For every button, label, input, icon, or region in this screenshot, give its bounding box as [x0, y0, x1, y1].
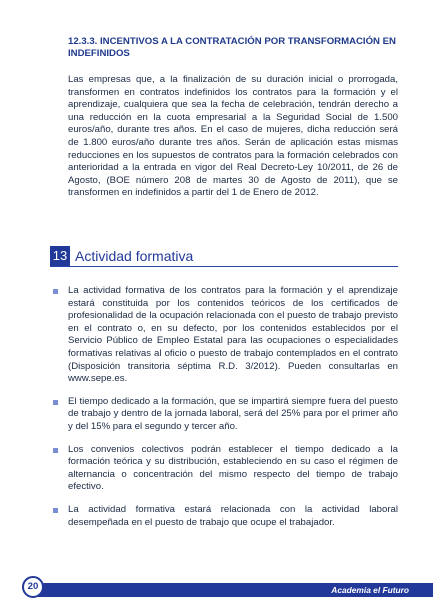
list-item — [50, 396, 398, 434]
square-bullet-icon — [53, 448, 58, 453]
list-item-text: La actividad formativa de los contratos para la formación y el aprendizaje estará constituida por los contenidos teóricos de los certificados de profesionalidad de la ocupación relacionada con el puesto de trabajo previsto en el contrato o, en su defecto, por los contenidos establecidos por el Servicio Público de Empleo Estatal para las ocupaciones o especialidades formativas relativas al oficio o puesto de trabajo contemplados en el contrato (Disposición transitoria séptima R.D. 3/2012). Pueden consultarlas en www.sepe.es. — [68, 285, 398, 385]
bullet-list — [50, 285, 398, 539]
list-item — [50, 285, 398, 386]
footer-brand: Academia el Futuro — [331, 585, 409, 595]
list-item-text: Los convenios colectivos podrán establecer el tiempo dedicado a la formación teórica y su distribución, estableciendo en su caso el régimen de alternancia o concentración del mismo respecto del tiempo de trabajo efectivo. — [68, 443, 398, 493]
subsection-paragraph: Las empresas que, a la finalización de su duración inicial o prorrogada, transformen en contratos indefinidos los contratos para la formación y el aprendizaje, cualquiera que sea la fecha de celebración, tendrán derecho a una reducción en la cuota empresarial a la Seguridad Social de 1.500 euros/año, durante tres años. En el caso de mujeres, dicha reducción será de 1.800 euros/año durante tres años. Serán de aplicación estas mismas reducciones en los supuestos de contratos para la formación celebrados con anterioridad a la entrada en vigor del Real Decreto-Ley 10/2011, de 26 de Agosto, (BOE número 208 de martes 30 de Agosto de 2011), que se transformen en indefinidos a partir del 1 de Enero de 2012. — [68, 74, 398, 199]
list-item-text: La actividad formativa estará relacionada con la actividad laboral desempeñada en el puesto de trabajo que ocupe el trabajador. — [68, 503, 398, 528]
section-header — [50, 246, 398, 267]
section-number-badge: 13 — [50, 246, 70, 266]
page-number: 20 — [22, 576, 44, 598]
subsection-heading: 12.3.3. INCENTIVOS A LA CONTRATACIÓN POR TRANSFORMACIÓN EN INDEFINIDOS — [68, 36, 396, 59]
page-footer — [0, 571, 433, 601]
square-bullet-icon — [53, 289, 58, 294]
list-item-text: El tiempo dedicado a la formación, que se impartirá siempre fuera del puesto de trabajo y dentro de la jornada laboral, será del 25% para por el primer año y del 15% para el segundo y tercer año. — [68, 395, 398, 432]
list-item — [50, 504, 398, 529]
square-bullet-icon — [53, 400, 58, 405]
square-bullet-icon — [53, 508, 58, 513]
list-item — [50, 444, 398, 494]
section-title: Actividad formativa — [75, 248, 194, 264]
